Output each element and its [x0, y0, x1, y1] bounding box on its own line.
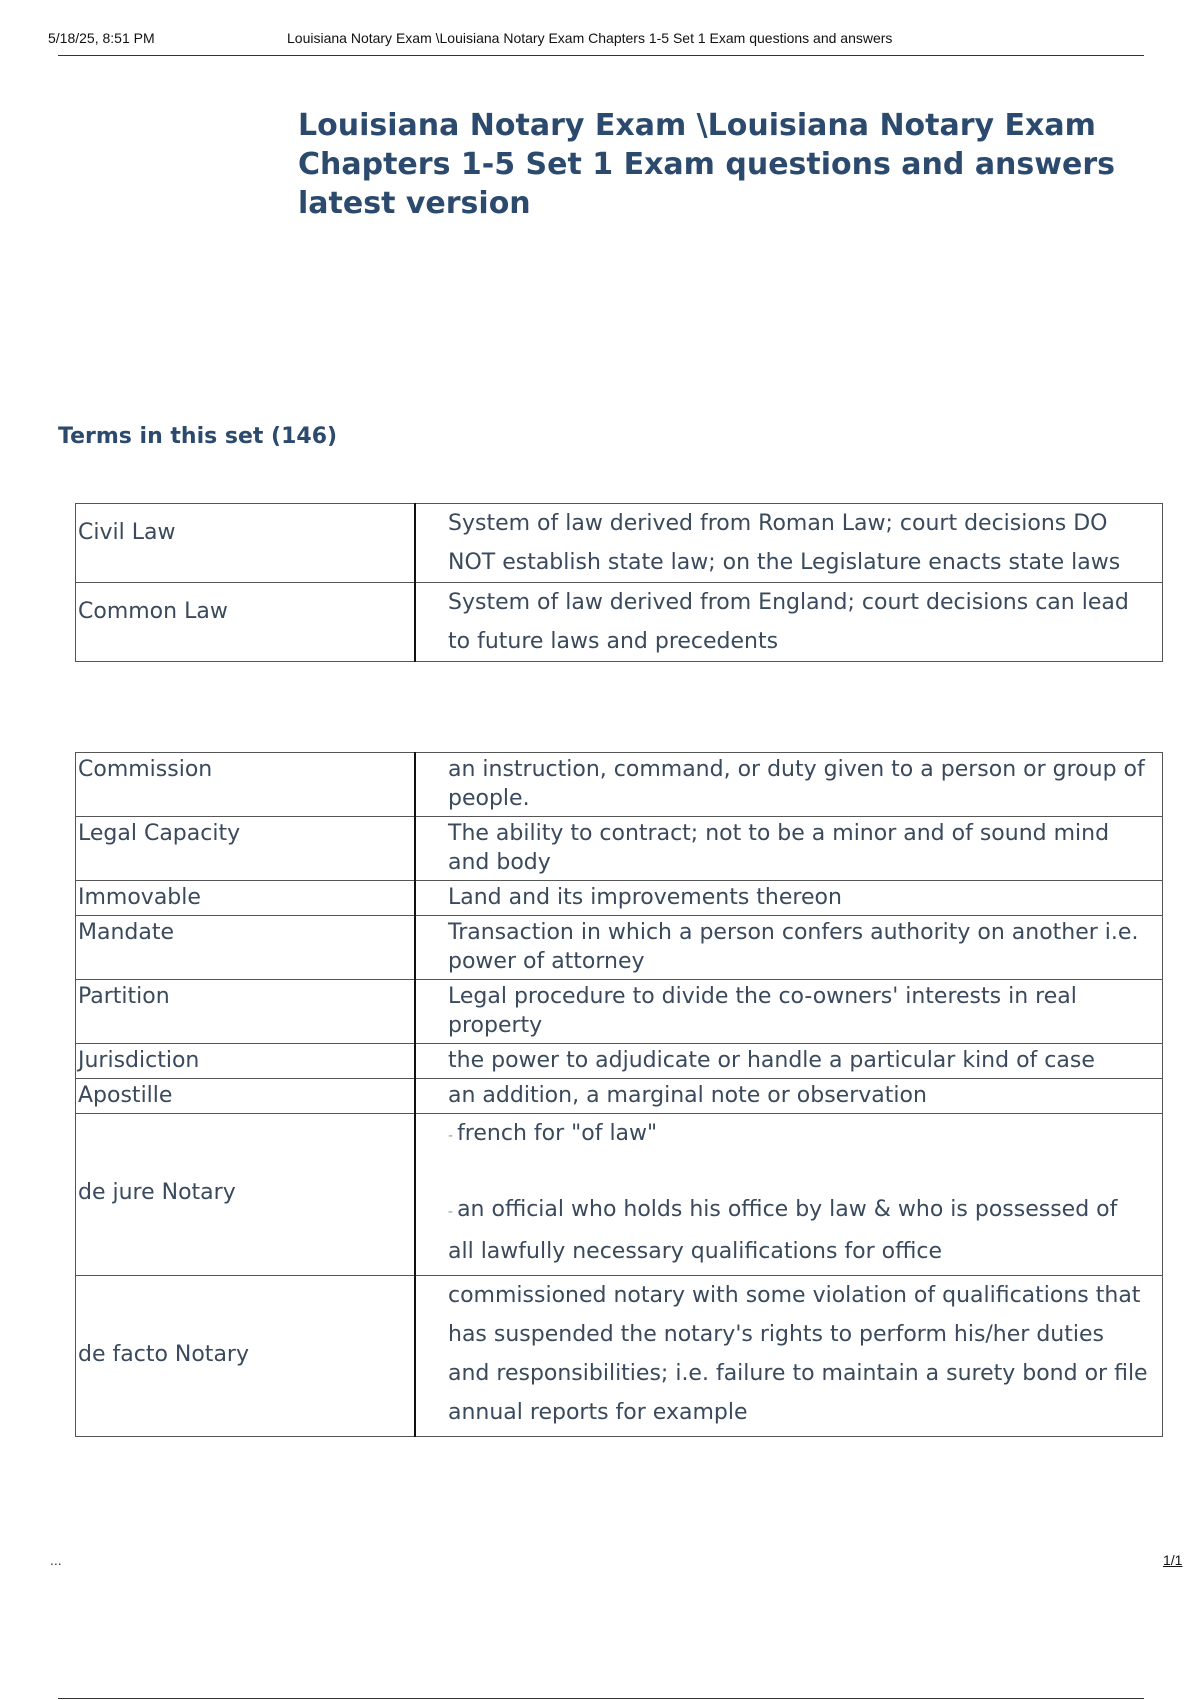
definition-cell: Legal procedure to divide the co-owners' interests in real property — [415, 980, 1163, 1044]
table-row — [76, 916, 1163, 980]
table-row — [76, 753, 1163, 817]
definition-line: - an official who holds his office by law & who is possessed of all lawfully necessary qualifications for office — [448, 1197, 1118, 1264]
table-row — [76, 817, 1163, 881]
term-cell: Apostille — [76, 1079, 416, 1114]
table-row — [76, 980, 1163, 1044]
term-cell: Commission — [76, 753, 416, 817]
terms-count-heading: Terms in this set (146) — [58, 424, 338, 449]
table-row — [76, 1044, 1163, 1079]
footer-ellipsis: ... — [50, 1552, 62, 1568]
term-cell: Common Law — [76, 583, 416, 662]
term-cell: Civil Law — [76, 504, 416, 583]
page-number: 1/1 — [1163, 1552, 1183, 1568]
term-cell: Immovable — [76, 881, 416, 916]
term-cell: de facto Notary — [76, 1276, 416, 1437]
print-date: 5/18/25, 8:51 PM — [48, 30, 155, 46]
term-cell: Jurisdiction — [76, 1044, 416, 1079]
term-cell: de jure Notary — [76, 1114, 416, 1276]
bullet-dash-icon: - — [448, 1128, 454, 1144]
terms-table-1 — [75, 503, 1163, 662]
term-cell: Partition — [76, 980, 416, 1044]
definition-cell: commissioned notary with some violation of qualifications that has suspended the notary's rights to perform his/her duties and responsibilities; i.e. failure to maintain a surety bond or file annual reports for example — [415, 1276, 1163, 1437]
header-divider — [58, 55, 1144, 56]
print-header-title: Louisiana Notary Exam \Louisiana Notary Exam Chapters 1-5 Set 1 Exam questions and answers — [287, 30, 893, 46]
table-row — [76, 1276, 1163, 1437]
definition-cell: an instruction, command, or duty given to a person or group of people. — [415, 753, 1163, 817]
definition-cell: System of law derived from Roman Law; court decisions DO NOT establish state law; on the Legislature enacts state laws — [415, 504, 1163, 583]
footer-divider — [58, 1698, 1144, 1699]
definition-cell — [415, 1114, 1163, 1276]
definition-cell: an addition, a marginal note or observation — [415, 1079, 1163, 1114]
definition-cell: System of law derived from England; court decisions can lead to future laws and precedents — [415, 583, 1163, 662]
document-title: Louisiana Notary Exam \Louisiana Notary Exam Chapters 1-5 Set 1 Exam questions and answers latest version — [298, 108, 1115, 221]
term-cell: Mandate — [76, 916, 416, 980]
table-row — [76, 1114, 1163, 1276]
definition-cell: Land and its improvements thereon — [415, 881, 1163, 916]
definition-line: - french for "of law" — [448, 1121, 658, 1146]
table-row — [76, 504, 1163, 583]
definition-cell: Transaction in which a person confers authority on another i.e. power of attorney — [415, 916, 1163, 980]
table-row — [76, 1079, 1163, 1114]
bullet-dash-icon: - — [448, 1204, 454, 1220]
table-row — [76, 583, 1163, 662]
terms-table-2 — [75, 752, 1163, 1437]
definition-cell: the power to adjudicate or handle a particular kind of case — [415, 1044, 1163, 1079]
table-row — [76, 881, 1163, 916]
definition-cell: The ability to contract; not to be a minor and of sound mind and body — [415, 817, 1163, 881]
term-cell: Legal Capacity — [76, 817, 416, 881]
